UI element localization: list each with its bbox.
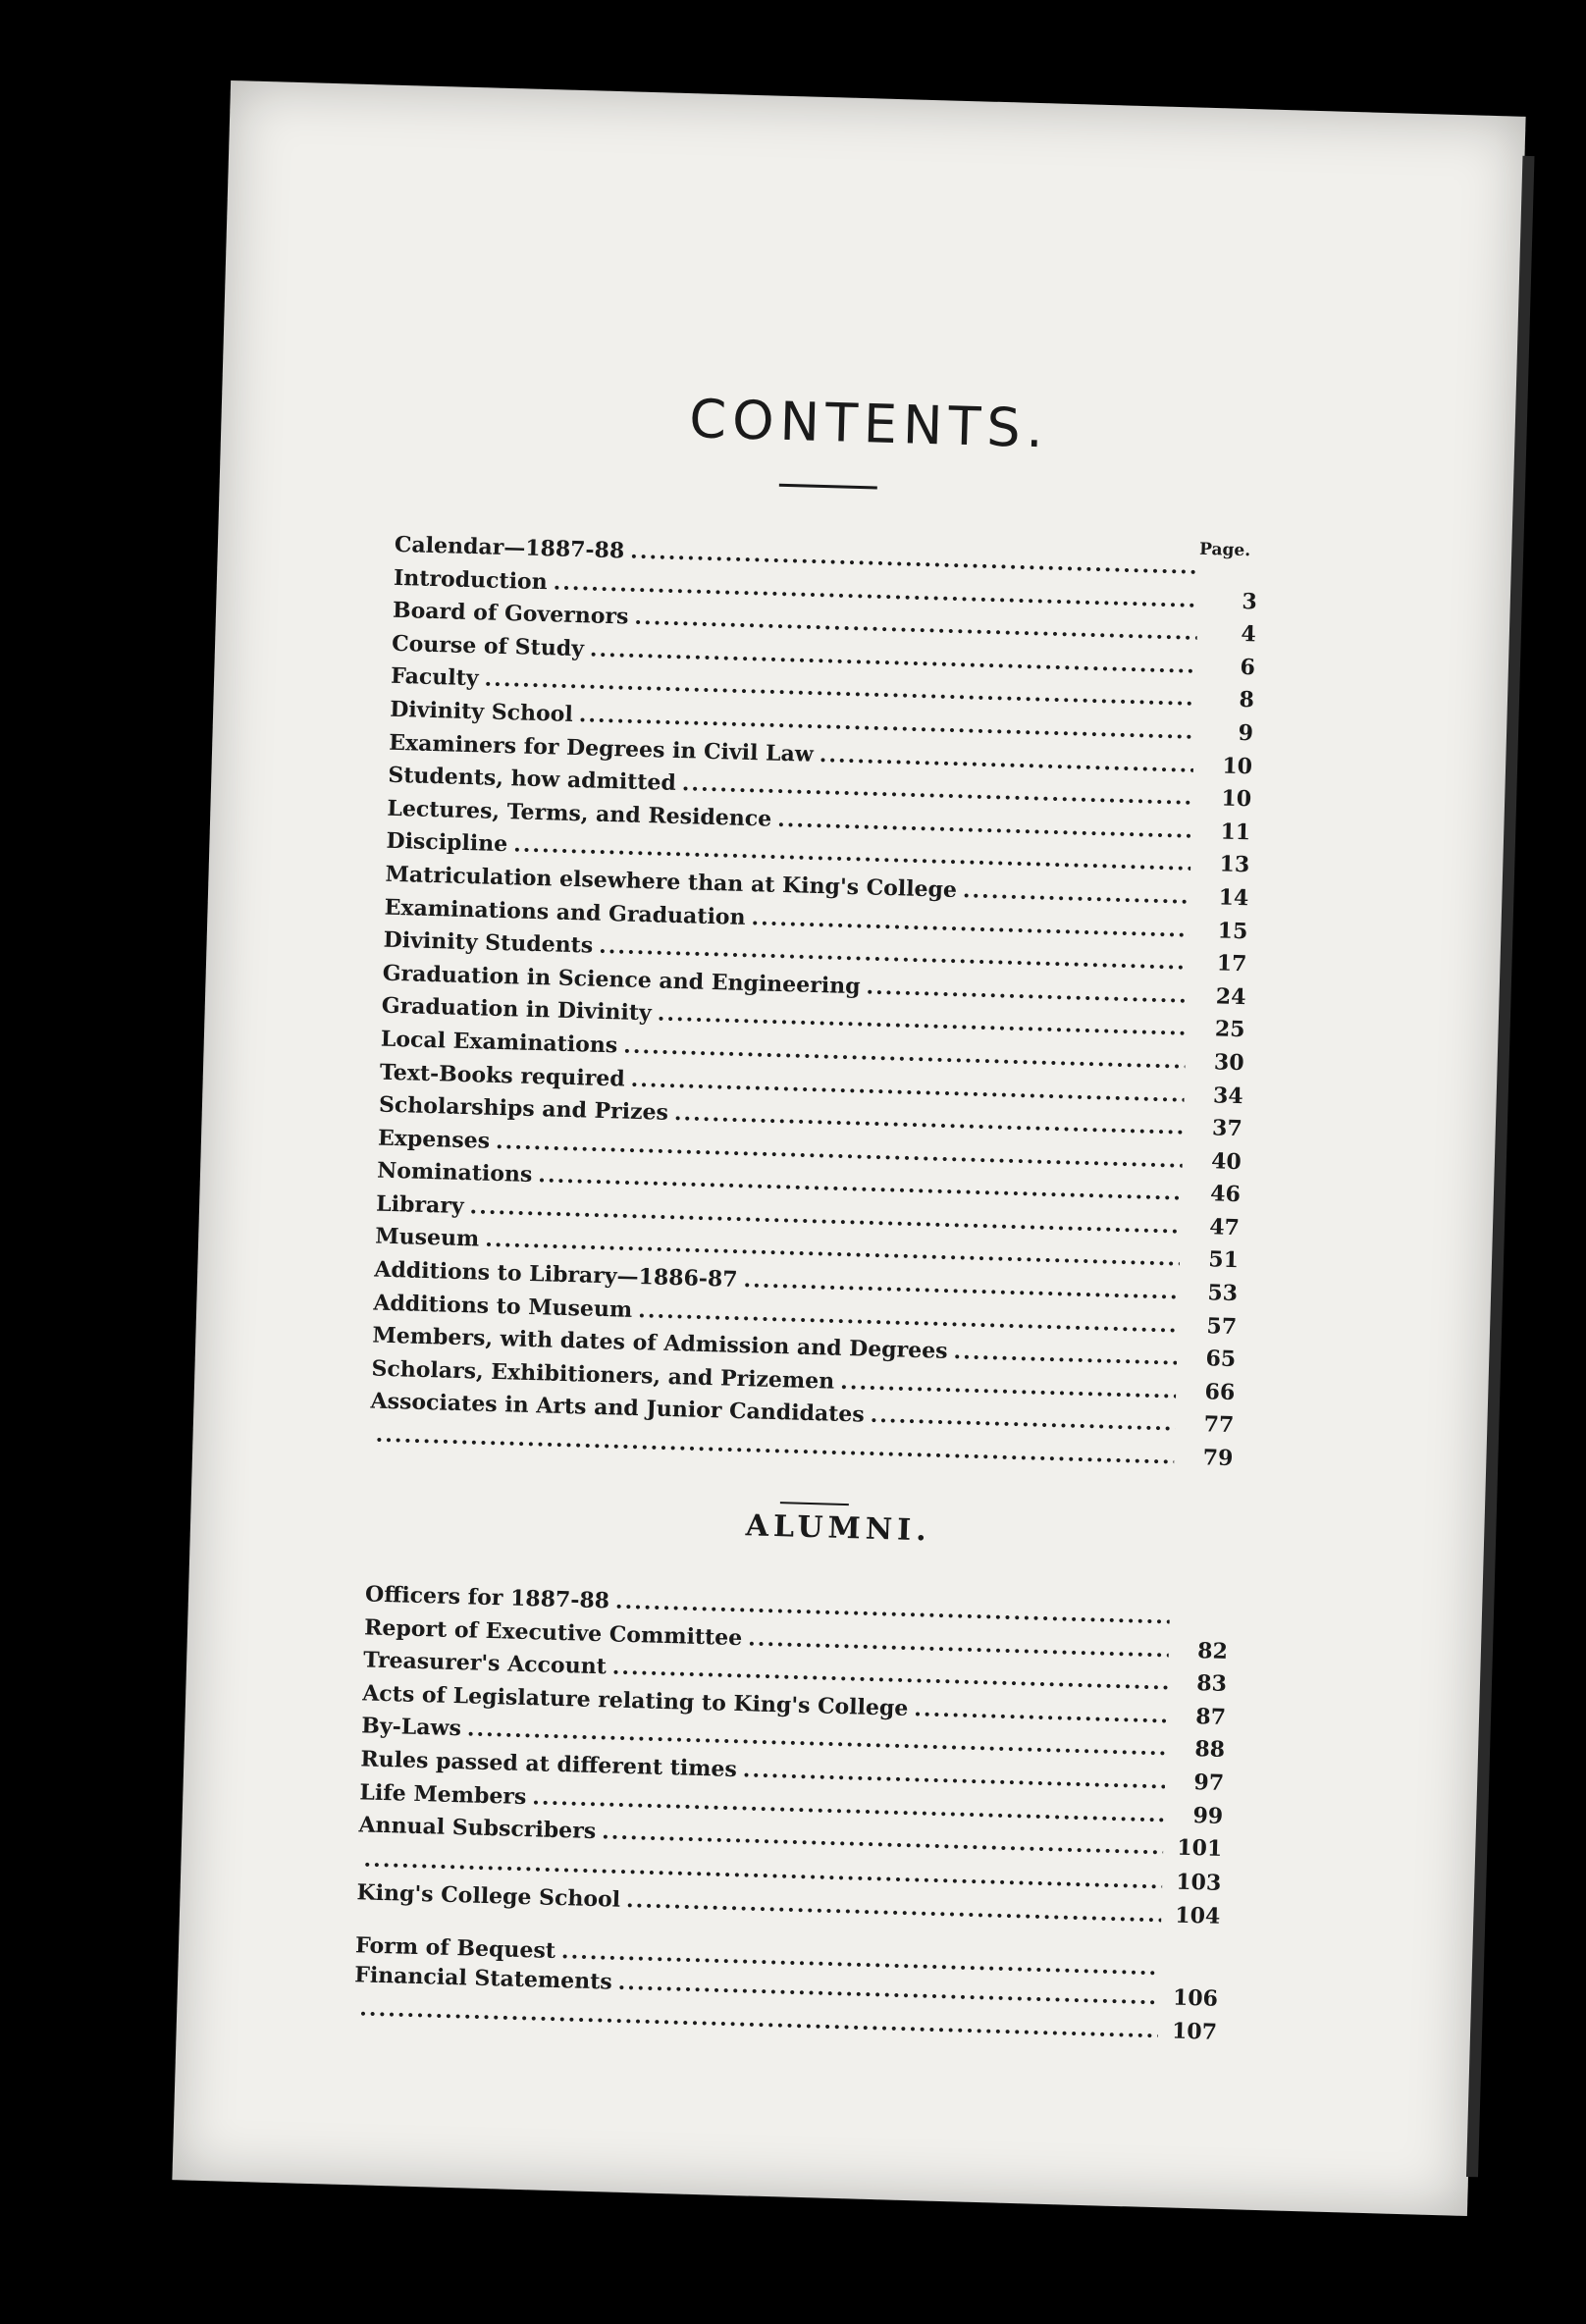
toc-entry-page: 47 (1208, 1214, 1241, 1241)
toc-entry-label: Text-Books required (379, 1059, 626, 1092)
toc-entry-label: Introduction (393, 564, 549, 595)
toc-entry-label: Lectures, Terms, and Residence (387, 795, 772, 832)
toc-entry-label: Additions to Library—1886-87 (373, 1256, 738, 1293)
toc-leader-dots (953, 1339, 1177, 1370)
toc-entry-page: 82 (1196, 1637, 1229, 1664)
toc-entry-page: 24 (1215, 983, 1246, 1010)
title-rule (779, 484, 877, 490)
toc-entry-label: King's College School (356, 1879, 621, 1913)
toc-entry-label: Examinations and Graduation (384, 894, 746, 930)
toc-entry-page: 37 (1211, 1115, 1243, 1142)
toc-entry-label: Financial Statements (353, 1962, 613, 1995)
toc-entry-label: Additions to Museum (373, 1290, 633, 1323)
toc-entry-page: 97 (1193, 1769, 1225, 1796)
toc-entry-page: 6 (1240, 654, 1256, 681)
toc-entry-page: 107 (1171, 2018, 1218, 2045)
additional-contents-list (353, 1846, 1222, 2052)
toc-entry-page: 15 (1217, 917, 1248, 944)
toc-entry-page: 66 (1204, 1379, 1236, 1405)
toc-entry-label: Life Members (359, 1778, 527, 1810)
toc-entry-label: Treasurer's Account (362, 1647, 608, 1680)
toc-entry-page: 88 (1194, 1736, 1226, 1764)
toc-entry-label: Examiners for Degrees in Civil Law (389, 729, 815, 767)
toc-entry-label: Matriculation elsewhere than at King's College (385, 861, 958, 903)
alumni-contents-list (358, 1581, 1229, 1869)
toc-entry-page: 101 (1176, 1834, 1223, 1863)
toc-entry-page (1176, 1623, 1229, 1625)
toc-entry-page: 30 (1213, 1049, 1244, 1077)
toc-entry-page: 14 (1218, 884, 1249, 912)
toc-entry-label: Members, with dates of Admission and Degrees (372, 1322, 948, 1365)
toc-entry-label: Associates in Arts and Junior Candidates (370, 1388, 866, 1428)
toc-entry-page: 25 (1214, 1016, 1245, 1043)
toc-entry-label: Discipline (386, 828, 508, 858)
toc-entry-page: 53 (1207, 1280, 1239, 1307)
toc-entry-label: Calendar—1887-88 (394, 531, 625, 564)
toc-entry-page: 34 (1212, 1082, 1244, 1109)
toc-entry-page: 106 (1172, 1984, 1219, 2012)
toc-entry-page: 77 (1203, 1411, 1235, 1439)
document-page (172, 80, 1525, 2216)
toc-entry-page: 8 (1239, 687, 1255, 713)
toc-entry-label: Faculty (390, 663, 479, 692)
toc-entry-label: Local Examinations (380, 1026, 618, 1059)
toc-entry-label: Graduation in Divinity (381, 992, 653, 1027)
toc-entry-label: Board of Governors (392, 597, 629, 630)
toc-entry-page: 4 (1241, 621, 1257, 648)
toc-entry-page: 17 (1216, 950, 1247, 977)
toc-entry-label: Scholars, Exhibitioners, and Prizemen (371, 1355, 835, 1395)
toc-entry-page: 104 (1175, 1902, 1221, 1929)
toc-entry-page: 13 (1219, 851, 1250, 878)
alumni-heading: ALUMNI. (745, 1508, 932, 1549)
toc-entry-label: Students, how admitted (388, 762, 677, 797)
section-rule (780, 1502, 849, 1505)
toc-entry-page: 83 (1195, 1670, 1228, 1698)
toc-entry-label: Nominations (376, 1157, 533, 1188)
contents-list (369, 532, 1258, 1479)
toc-entry-label: Report of Executive Committee (363, 1614, 743, 1651)
toc-entry-page: 65 (1205, 1346, 1237, 1373)
toc-entry-page: 79 (1202, 1445, 1234, 1472)
toc-entry-label: Divinity Students (383, 926, 594, 959)
toc-entry-label: Graduation in Science and Engineering (382, 960, 861, 999)
toc-entry-label: Form of Bequest (354, 1932, 556, 1964)
toc-entry-label: Acts of Legislature relating to King's College (361, 1680, 909, 1721)
toc-entry-page: 51 (1207, 1246, 1240, 1274)
toc-entry-label: Divinity School (389, 696, 574, 727)
toc-entry-page (1204, 574, 1257, 576)
toc-entry-page: 99 (1192, 1802, 1224, 1829)
toc-entry-page: 57 (1206, 1312, 1238, 1340)
page-column-label: Page. (1198, 539, 1251, 561)
toc-entry-page: 10 (1222, 753, 1253, 779)
toc-entry-label: Expenses (377, 1125, 491, 1154)
toc-entry-page (1166, 1975, 1219, 1977)
toc-leader-dots (963, 877, 1190, 909)
toc-entry-page: 11 (1220, 819, 1251, 846)
toc-entry-page: 40 (1210, 1148, 1242, 1175)
toc-entry-label: Course of Study (391, 630, 585, 662)
toc-entry-label: Scholarships and Prizes (378, 1091, 669, 1126)
toc-entry-page: 3 (1242, 588, 1258, 614)
toc-entry-page: 46 (1209, 1181, 1242, 1208)
page-title: CONTENTS. (688, 388, 1050, 460)
toc-entry-label: Annual Subscribers (358, 1812, 597, 1845)
toc-entry-page: 9 (1238, 719, 1254, 747)
toc-entry-page: 103 (1175, 1869, 1222, 1896)
toc-entry-label: Rules passed at different times (360, 1746, 738, 1783)
toc-entry-page: 10 (1221, 785, 1252, 813)
toc-entry-label: Library (375, 1190, 465, 1219)
toc-entry-page: 87 (1194, 1703, 1227, 1730)
toc-entry-label: By-Laws (361, 1713, 462, 1742)
toc-entry-label: Officers for 1887-88 (364, 1581, 610, 1614)
toc-entry-label: Museum (374, 1224, 480, 1252)
